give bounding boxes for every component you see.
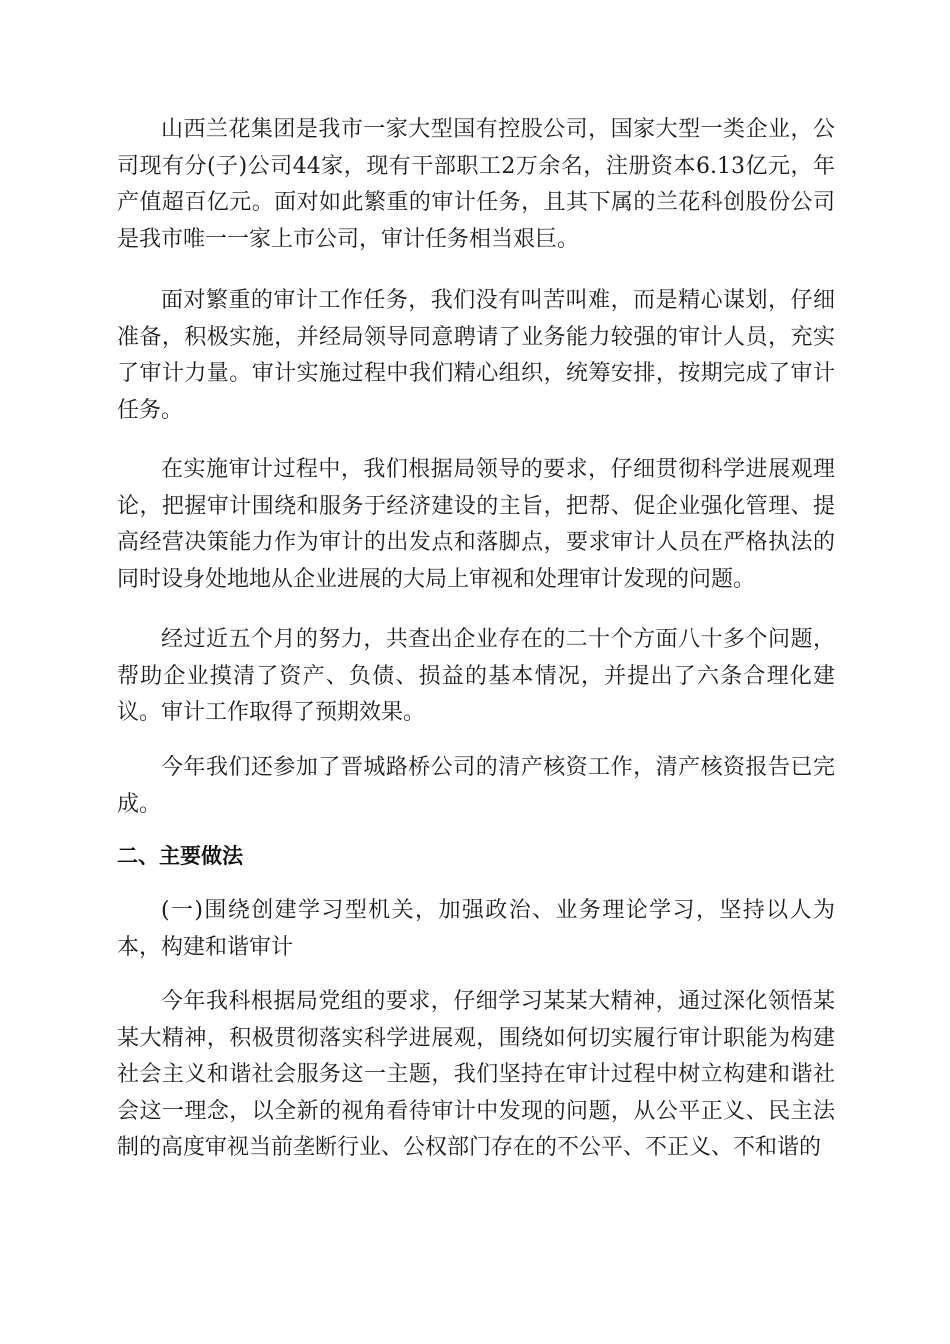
paragraph-1: 山西兰花集团是我市一家大型国有控股公司，国家大型一类企业，公司现有分(子)公司44家，现有干部职工2万余名，注册资本6.13亿元，年产值超百亿元。面对如此繁重的审计任务，且其下属的兰花科创股份公司是我市唯一一家上市公司，审计任务相当艰巨。 bbox=[117, 117, 835, 252]
body-text bbox=[117, 283, 835, 429]
subheading: (一)围绕创建学习型机关，加强政治、业务理论学习，坚持以人为本，构建和谐审计 bbox=[117, 898, 835, 960]
paragraph-6: 今年我科根据局党组的要求，仔细学习某某大精神，通过深化领悟某某大精神，积极贯彻落实科学进展观，围绕如何切实履行审计职能为构建社会主义和谐社会服务这一主题，我们坚持在审计过程中树立构建和谐社会这一理念，以全新的视角看待审计中发现的问题，从公平正义、民主法制的高度审视当前垄断行业、公权部门存在的不公平、不正义、不和谐的 bbox=[117, 989, 835, 1160]
body-text bbox=[117, 750, 835, 823]
paragraph-3: 在实施审计过程中，我们根据局领导的要求，仔细贯彻科学进展观理论，把握审计围绕和服务于经济建设的主旨，把帮、促企业强化管理、提高经营决策能力作为审计的出发点和落脚点，要求审计人员在严格执法的同时设身处地地从企业进展的大局上审视和处理审计发现的问题。 bbox=[117, 457, 835, 592]
section-heading-block bbox=[117, 838, 835, 875]
body-text bbox=[117, 622, 835, 732]
paragraph-4: 经过近五个月的努力，共查出企业存在的二十个方面八十多个问题，帮助企业摸清了资产、负债、损益的基本情况，并提出了六条合理化建议。审计工作取得了预期效果。 bbox=[117, 627, 835, 725]
paragraph-2: 面对繁重的审计工作任务，我们没有叫苦叫难，而是精心谋划，仔细准备，积极实施，并经局领导同意聘请了业务能力较强的审计人员，充实了审计力量。审计实施过程中我们精心组织，统筹安排，按期完成了审计任务。 bbox=[117, 288, 835, 423]
body-text bbox=[117, 112, 835, 258]
body-text bbox=[117, 984, 835, 1167]
body-text bbox=[117, 452, 835, 598]
subheading-block bbox=[117, 893, 835, 966]
paragraph-5: 今年我们还参加了晋城路桥公司的清产核资工作，清产核资报告已完成。 bbox=[117, 755, 835, 817]
section-heading: 二、主要做法 bbox=[117, 844, 243, 868]
